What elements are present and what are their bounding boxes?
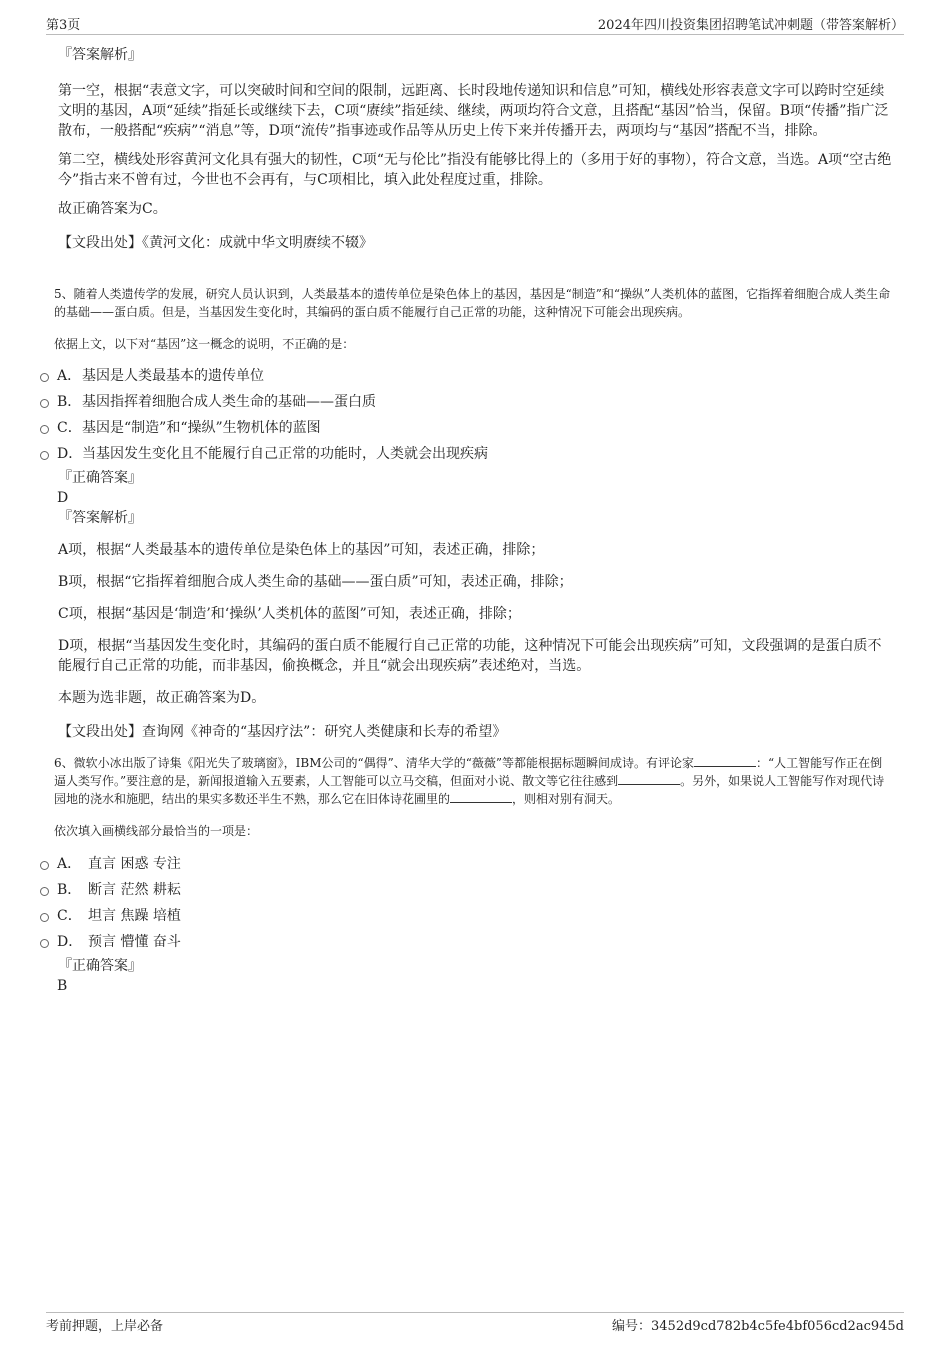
fill-blank [618,772,680,785]
analysis-option-d: D项，根据“当基因发生变化时，其编码的蛋白质不能履行自己正常的功能，这种情况下可能会出现疾病”可知，文段强调的是蛋白质不能履行自己正常的功能，而非基因，偷换概念，并且“就会出现疾病”表述绝对，当选。 [58,638,882,674]
page-number: 第3页 [46,18,81,33]
option-a[interactable]: A． 直言 困惑 专注 [0,854,834,880]
option-c[interactable]: C． 基因是“制造”和“操纵”生物机体的蓝图 [0,418,834,444]
page-footer [46,1312,904,1335]
fill-blank [694,754,756,767]
document-title: 2024年四川投资集团招聘笔试冲刺题（带答案解析） [597,18,904,33]
radio-icon[interactable] [40,451,49,460]
analysis-option-c: C项，根据“基因是‘制造’和‘操纵’人类机体的蓝图”可知，表述正确，排除； [58,606,521,622]
option-c[interactable]: C． 坦言 焦躁 培植 [0,906,834,932]
answer-conclusion: 本题为选非题，故正确答案为D。 [58,690,266,706]
text-source: 【文段出处】查询网《神奇的“基因疗法”：研究人类健康和长寿的希望》 [58,724,507,740]
question-stem: 6、微软小冰出版了诗集《阳光失了玻璃窗》，IBM公司的“偶得”、清华大学的“薇薇”等都能根据标题瞬间成诗。有评论家 ：“人工智能写作正在倒逼人类写作。”要注意的是，新闻报道输入五要素，人工智能可以立马交稿，但面对小说、散文等它往往感到 。另外，如果说人工智能写作对现代诗园地的浇水和施肥，结出的果实多数还半生不熟，那么它在旧体诗花圃里的 ，则相对别有洞天。 [54,756,885,806]
footer-note: 考前押题，上岸必备 [46,1319,164,1334]
analysis-paragraph: 第二空，横线处形容黄河文化具有强大的韧性，C项“无与伦比”指没有能够比得上的（多用于好的事物），符合文意，当选。A项“空古绝今”指古来不曾有过，今世也不会再有，与C项相比，填入此处程度过重，排除。 [58,152,892,188]
analysis-label: 『答案解析』 [58,510,142,526]
document-code: 编号：3452d9cd782b4c5fe4bf056cd2ac945d [612,1319,904,1334]
options-list [0,366,834,470]
analysis-label: 『答案解析』 [58,47,142,63]
radio-icon[interactable] [40,425,49,434]
option-b[interactable]: B． 基因指挥着细胞合成人类生命的基础——蛋白质 [0,392,834,418]
question-prompt: 依据上文，以下对“基因”这一概念的说明，不正确的是： [54,337,355,351]
answer-value: D [57,490,69,506]
analysis-option-b: B项，根据“它指挥着细胞合成人类生命的基础——蛋白质”可知，表述正确，排除； [58,574,573,590]
radio-icon[interactable] [40,939,49,948]
radio-icon[interactable] [40,913,49,922]
option-a[interactable]: A． 基因是人类最基本的遗传单位 [0,366,834,392]
radio-icon[interactable] [40,399,49,408]
option-b[interactable]: B． 断言 茫然 耕耘 [0,880,834,906]
answer-label: 『正确答案』 [58,958,142,974]
radio-icon[interactable] [40,861,49,870]
analysis-paragraph: 第一空，根据“表意文字，可以突破时间和空间的限制，远距离、长时段地传递知识和信息”可知，横线处形容表意文字可以跨时空延续文明的基因，A项“延续”指延长或继续下去，C项“赓续”指延续、继续，两项均符合文意，且搭配“基因”恰当，保留。B项“传播”指广泛散布，一般搭配“疾病”“消息”等，D项“流传”指事迹或作品等从历史上传下来并传播开去，两项均与“基因”搭配不当，排除。 [58,83,889,139]
answer-label: 『正确答案』 [58,470,142,486]
question-prompt: 依次填入画横线部分最恰当的一项是： [54,824,259,838]
answer-value: B [57,978,68,994]
analysis-option-a: A项，根据“人类最基本的遗传单位是染色体上的基因”可知，表述正确，排除； [58,542,545,558]
fill-blank [450,790,512,803]
page-header [46,14,904,35]
radio-icon[interactable] [40,887,49,896]
text-source: 【文段出处】《黄河文化：成就中华文明赓续不辍》 [58,235,373,251]
options-list [0,854,834,958]
document-body [54,44,892,996]
option-d[interactable]: D． 预言 懵懂 奋斗 [0,932,834,958]
radio-icon[interactable] [40,373,49,382]
answer-conclusion: 故正确答案为C。 [58,201,167,217]
question-stem: 5、随着人类遗传学的发展，研究人员认识到，人类最基本的遗传单位是染色体上的基因，基因是“制造”和“操纵”人类机体的蓝图，它指挥着细胞合成人类生命的基础——蛋白质。但是，当基因发生变化时，其编码的蛋白质不能履行自己正常的功能，这种情况下可能会出现疾病。 [54,287,891,319]
option-d[interactable]: D． 当基因发生变化且不能履行自己正常的功能时，人类就会出现疾病 [0,444,834,470]
